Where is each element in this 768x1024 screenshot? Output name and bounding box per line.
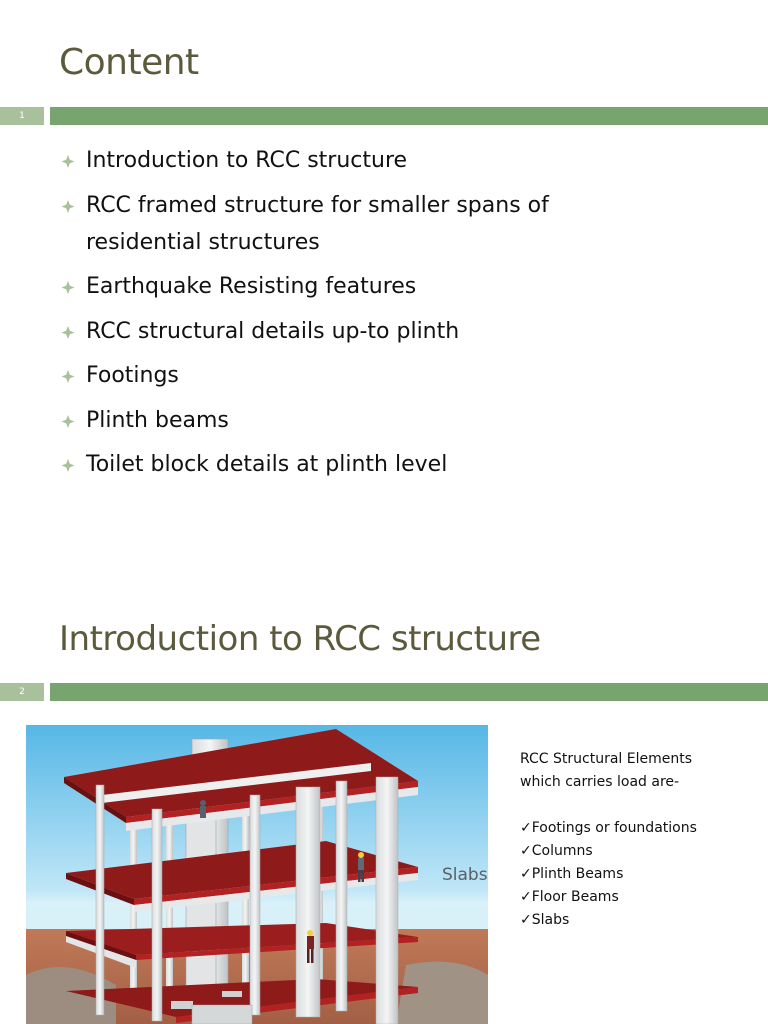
diamond-bullet-icon [60,447,76,484]
title-divider-bar [50,683,768,701]
diamond-bullet-icon [60,188,76,225]
list-item-text: RCC framed structure for smaller spans of residential structures [86,192,549,255]
list-item [60,357,660,394]
title-divider-bar [50,107,768,125]
list-item-text: Plinth beams [86,407,229,433]
element-item: ✓Plinth Beams [520,866,624,882]
slabs-label: Slabs [442,865,488,885]
list-item-text: Earthquake Resisting features [86,274,417,299]
rcc-frame-illustration [26,725,488,1024]
content-list [60,142,660,491]
list-item [60,187,660,261]
slide-number: 2 [0,683,44,701]
list-item-text: RCC structural details up-to plinth [86,318,460,344]
diamond-bullet-icon [60,403,76,440]
list-item [60,313,660,350]
slide-title: Introduction to RCC structure [59,619,541,659]
list-item-text: Introduction to RCC structure [86,148,408,173]
diamond-bullet-icon [60,314,76,351]
element-item: ✓Columns [520,843,593,859]
list-item [60,446,660,483]
element-item: ✓Slabs [520,912,570,928]
list-item-text: Footings [86,363,179,388]
worker-figure [200,800,206,818]
slide-2 [0,590,768,1024]
list-item [60,142,660,179]
diamond-bullet-icon [60,143,76,180]
intro-line: which carries load are- [520,774,680,790]
structural-elements-text [520,748,760,932]
list-item [60,402,660,439]
element-item: ✓Floor Beams [520,889,619,905]
list-item [60,268,660,305]
diamond-bullet-icon [60,269,76,306]
intro-line: RCC Structural Elements [520,751,693,767]
slide-number: 1 [0,107,44,125]
diamond-bullet-icon [60,358,76,395]
element-item: ✓Footings or foundations [520,820,697,836]
list-item-text: Toilet block details at plinth level [86,452,448,477]
slide-title: Content [59,42,199,83]
